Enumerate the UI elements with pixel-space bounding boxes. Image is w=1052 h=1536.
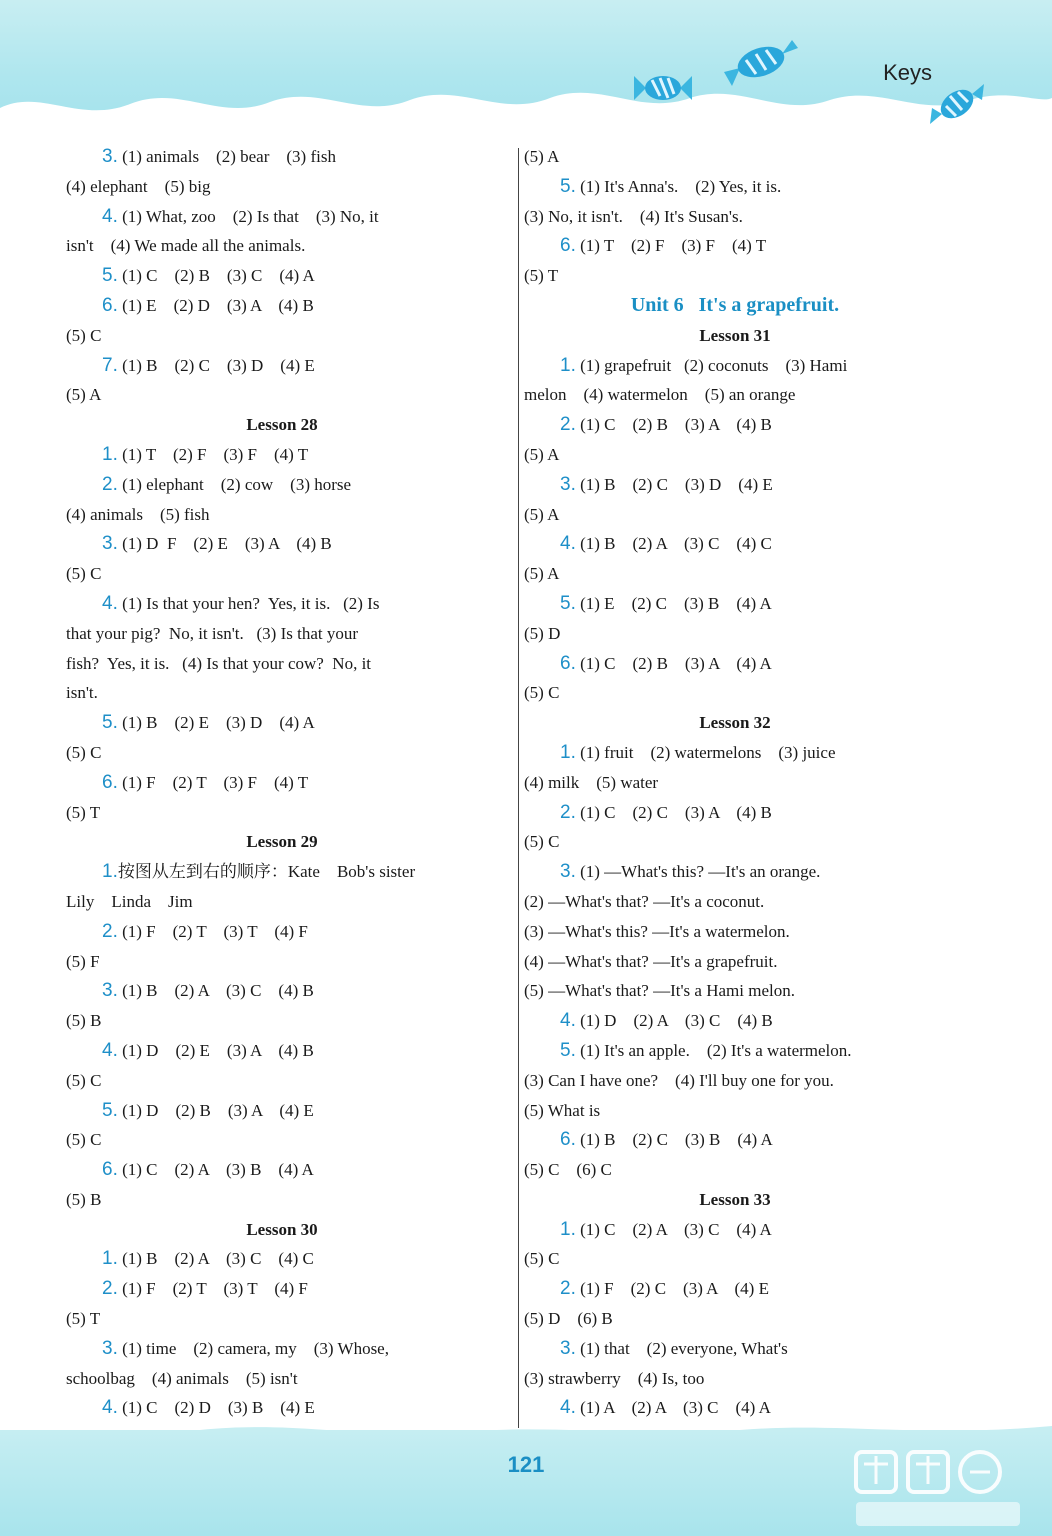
item-number: 4. [560,1397,576,1419]
item-number: 1. [560,1218,576,1240]
item-text: (1) E (2) D (3) A (4) B [117,295,314,315]
answer-item [62,976,502,1006]
answer-item [62,261,502,291]
item-text: (1) C (2) D (3) B (4) E [117,1398,315,1418]
item-number: 2. [560,1278,576,1300]
answer-item [62,470,502,500]
item-text: (1) F (2) C (3) A (4) E [575,1279,769,1299]
answer-item [520,1334,950,1364]
answer-item [62,708,502,738]
item-text: (1) B (2) E (3) D (4) A [117,713,315,733]
item-text: (1) B (2) C (3) D (4) E [575,474,773,494]
item-text: (1) T (2) F (3) F (4) T [117,444,309,464]
answer-item [62,1244,502,1274]
answer-item [520,649,950,679]
item-number: 3. [102,146,118,167]
unit-heading: Unit 6 It's a grapefruit. [630,293,840,316]
item-text: (1) time (2) camera, my (3) Whose, [117,1338,389,1358]
answer-item [520,410,950,440]
answer-item [520,589,950,619]
answer-line: (5) C [66,742,102,762]
answer-line: that your pig? No, it isn't. (3) Is that your [66,623,359,643]
item-text: (1) D F (2) E (3) A (4) B [117,534,332,554]
item-number: 1. [102,443,118,465]
item-text: (1) animals (2) bear (3) fish [117,147,336,166]
answer-line: (5) C [524,1249,560,1269]
item-number: 6. [560,652,576,674]
answer-item [520,172,950,202]
answer-item [520,231,950,261]
answer-item [62,1155,502,1185]
item-number: 4. [102,592,118,614]
item-number: 5. [560,1039,576,1061]
answer-item [520,1274,950,1304]
item-number: 4. [560,533,576,555]
answer-item [520,529,950,559]
answer-item [62,589,502,619]
item-number: 4. [102,1397,118,1419]
left-column [62,142,502,1423]
lesson-heading: Lesson 29 [246,832,318,852]
item-text: (1) Is that your hen? Yes, it is. (2) Is [117,593,380,613]
answer-line: (2) —What's that? —It's a coconut. [524,891,765,911]
answer-line: (4) elephant (5) big [66,176,211,196]
item-text: (1) B (2) C (3) B (4) A [575,1130,773,1150]
item-text: (1) C (2) C (3) A (4) B [575,802,772,822]
answer-item [62,142,502,172]
answer-item [62,917,502,947]
item-text: (1) C (2) B (3) A (4) B [575,415,772,435]
answer-line: (3) —What's this? —It's a watermelon. [524,921,790,941]
answer-item [62,1096,502,1126]
item-number: 6. [560,235,576,257]
item-number: 6. [102,1159,118,1181]
item-number: 1. [102,861,118,883]
item-text: (1) elephant (2) cow (3) horse [117,474,352,494]
item-text: (1) C (2) A (3) C (4) A [575,1219,772,1239]
item-number: 2. [560,414,576,436]
item-text: (1) B (2) A (3) C (4) B [117,981,314,1001]
candy-icon [926,78,988,130]
answer-line: melon (4) watermelon (5) an orange [524,385,796,405]
item-text: (1) A (2) A (3) C (4) A [575,1398,771,1418]
item-text: (1) It's Anna's. (2) Yes, it is. [575,176,782,196]
item-text: (1) that (2) everyone, What's [575,1338,788,1358]
item-number: 2. [560,801,576,823]
answer-item [520,1036,950,1066]
item-number: 3. [102,533,118,555]
answer-item [520,1125,950,1155]
item-text: (1) B (2) C (3) D (4) E [117,355,315,375]
answer-line: (5) A [524,504,560,524]
answer-item [520,1006,950,1036]
answer-line: (5) B [66,1011,102,1031]
item-number: 4. [560,1010,576,1032]
answer-item [520,1215,950,1245]
item-text: (1) fruit (2) watermelons (3) juice [575,742,836,762]
answer-line: (4) milk (5) water [524,772,659,792]
answer-item [62,768,502,798]
candy-icon [722,38,800,88]
item-text: (1) D (2) E (3) A (4) B [117,1040,314,1060]
answer-line: (5) B [66,1189,102,1209]
item-text: (1) F (2) T (3) T (4) F [117,1279,308,1299]
header-wave-decoration [0,78,1052,138]
candy-icon [632,70,694,106]
answer-line: (5) T [66,802,101,822]
answer-line: (5) T [524,266,559,286]
answer-item [520,351,950,381]
item-text: (1) F (2) T (3) F (4) T [117,772,309,792]
item-text: (1) F (2) T (3) T (4) F [117,921,308,941]
item-text: (1) T (2) F (3) F (4) T [575,236,767,256]
item-number: 3. [560,861,576,883]
lesson-heading: Lesson 33 [699,1189,771,1209]
answer-line: (5) F [66,951,100,971]
answer-item [62,440,502,470]
item-text: (1) —What's this? —It's an orange. [575,862,821,882]
answer-line: (5) A [524,564,560,584]
item-number: 2. [102,473,118,495]
item-number: 5. [560,175,576,197]
lesson-heading: Lesson 30 [246,1219,318,1239]
item-number: 1. [560,354,576,376]
item-text: (1) E (2) C (3) B (4) A [575,593,772,613]
answer-line: fish? Yes, it is. (4) Is that your cow? No, it [66,653,372,673]
item-number: 5. [102,265,118,287]
item-text: (1) C (2) A (3) B (4) A [117,1160,314,1180]
item-text: (1) It's an apple. (2) It's a watermelon. [575,1040,852,1060]
item-text: 按图从左到右的顺序：Kate Bob's sister [117,862,416,882]
answer-line: (5) C (6) C [524,1160,612,1180]
answer-line: (5) C [524,683,560,703]
answer-line: (5) A [524,444,560,464]
answer-line: (5) C [66,564,102,584]
answer-line: (5) What is [524,1100,601,1120]
lesson-heading: Lesson 28 [246,415,318,435]
answer-item [520,738,950,768]
item-number: 2. [102,920,118,942]
answer-line: Lily Linda Jim [66,891,193,911]
item-text: (1) C (2) B (3) C (4) A [117,266,315,286]
answer-line: (5) C [66,1130,102,1150]
answer-line: (5) C [66,325,102,345]
item-number: 5. [560,592,576,614]
item-text: (1) B (2) A (3) C (4) C [575,534,772,554]
answer-line: (5) —What's that? —It's a Hami melon. [524,981,795,1001]
answer-item [62,857,502,887]
answer-item [62,351,502,381]
column-divider [518,148,519,1428]
answer-line: (5) A [524,147,560,166]
answer-item [520,798,950,828]
answer-item [62,291,502,321]
item-text: (1) D (2) B (3) A (4) E [117,1100,314,1120]
answer-line: (5) A [66,385,102,405]
item-text: (1) What, zoo (2) Is that (3) No, it [117,206,379,226]
answer-line: isn't. [66,683,98,703]
item-number: 3. [560,1337,576,1359]
item-number: 6. [560,1129,576,1151]
answer-line: (5) T [66,1309,101,1329]
answer-line: schoolbag (4) animals (5) isn't [66,1368,298,1388]
answer-line: (5) C [66,1070,102,1090]
item-number: 1. [102,1248,118,1270]
answer-line: isn't (4) We made all the animals. [66,236,306,256]
item-number: 3. [560,473,576,495]
answer-line: (5) D [524,623,561,643]
answer-item [520,470,950,500]
item-number: 7. [102,354,118,376]
item-number: 3. [102,1337,118,1359]
answer-line: (3) No, it isn't. (4) It's Susan's. [524,206,743,226]
answer-line: (5) C [524,832,560,852]
item-text: (1) C (2) B (3) A (4) A [575,653,772,673]
answer-line: (4) animals (5) fish [66,504,210,524]
item-number: 3. [102,980,118,1002]
answer-item [62,529,502,559]
item-number: 5. [102,712,118,734]
answer-item [62,1274,502,1304]
item-text: (1) B (2) A (3) C (4) C [117,1249,314,1269]
lesson-heading: Lesson 31 [699,325,771,345]
answer-line: (5) D (6) B [524,1309,613,1329]
item-text: (1) grapefruit (2) coconuts (3) Hami [575,355,848,375]
answer-line: (3) Can I have one? (4) I'll buy one for you. [524,1070,834,1090]
item-number: 1. [560,741,576,763]
item-number: 6. [102,294,118,316]
answer-line: (4) —What's that? —It's a grapefruit. [524,951,778,971]
watermark-logo [848,1446,1028,1530]
answer-line: (3) strawberry (4) Is, too [524,1368,705,1388]
item-number: 2. [102,1278,118,1300]
item-text: (1) D (2) A (3) C (4) B [575,1011,773,1031]
page-number: 121 [507,1452,545,1477]
item-number: 4. [102,205,118,227]
answer-item [62,202,502,232]
answer-item [520,857,950,887]
answer-item [62,1334,502,1364]
lesson-heading: Lesson 32 [699,713,771,733]
right-column [520,142,950,1423]
section-label: Keys [883,60,932,85]
answer-item [62,1036,502,1066]
item-number: 4. [102,1039,118,1061]
item-number: 5. [102,1099,118,1121]
item-number: 6. [102,771,118,793]
